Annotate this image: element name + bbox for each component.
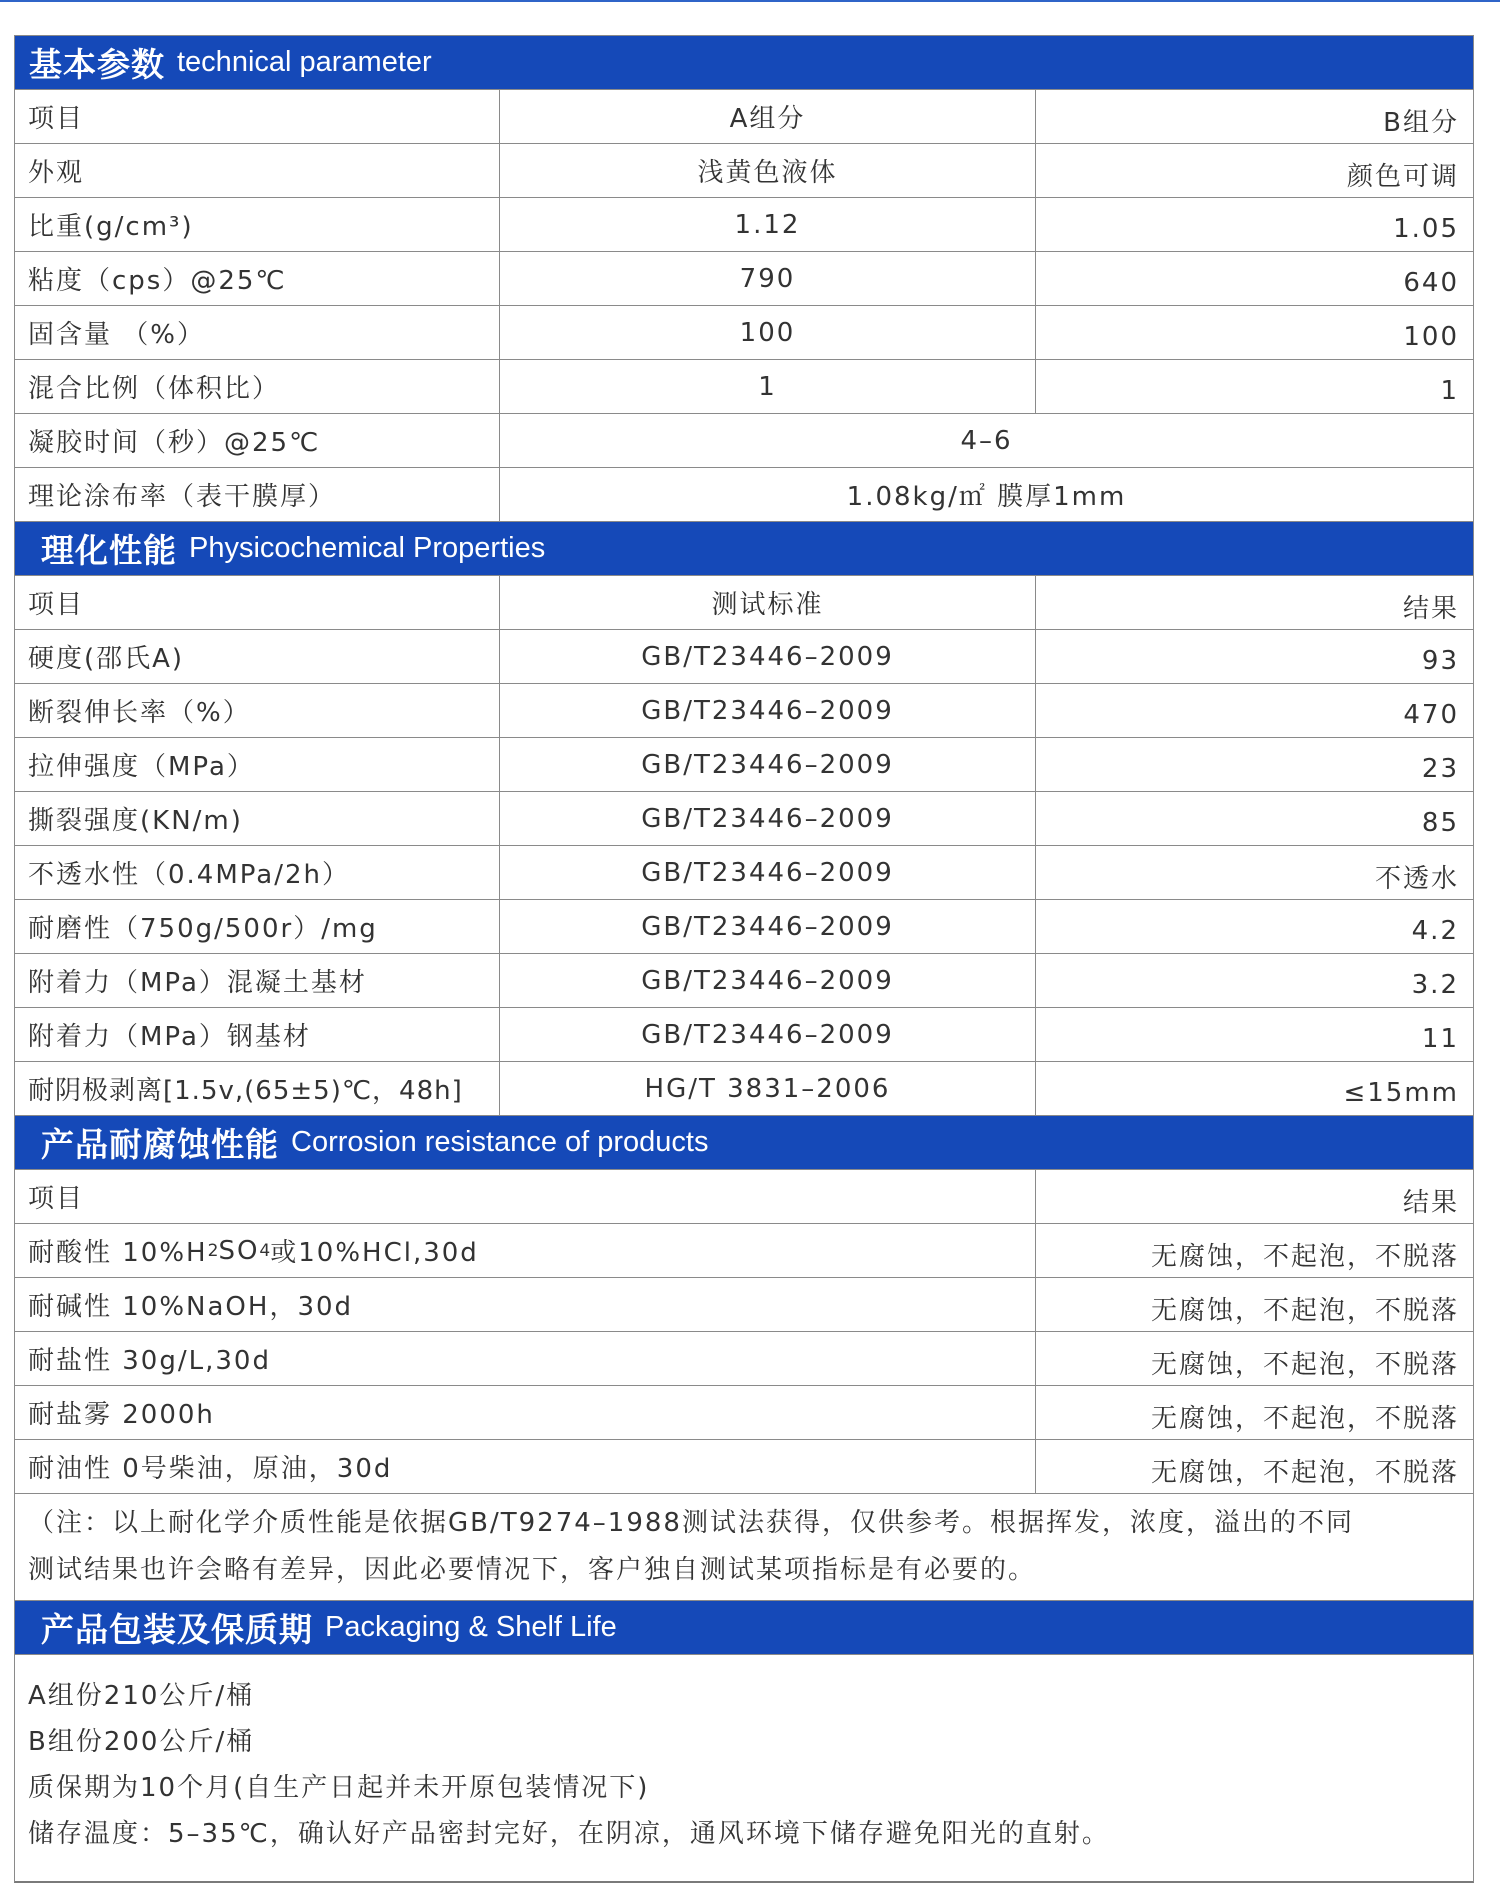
table-row [15, 684, 1473, 738]
physico-section-header [15, 522, 1473, 576]
b-value: 1 [1440, 375, 1459, 406]
physico-title-zh: 理化性能 [41, 531, 177, 570]
a-value: 1.12 [500, 198, 1036, 251]
a-value: 100 [500, 306, 1036, 359]
physico-col-result: 结果 [1402, 594, 1459, 624]
packaging-line: A组份210公斤/桶 [28, 1681, 255, 1711]
result-value: 不透水 [1374, 864, 1459, 894]
corrosion-title-zh: 产品耐腐蚀性能 [41, 1125, 279, 1164]
row-label: 粘度（cps）@25℃ [15, 252, 500, 305]
tech-col-a: A组分 [500, 90, 1036, 143]
physico-col-item: 项目 [15, 576, 500, 629]
table-row [15, 846, 1473, 900]
test-standard: GB/T23446–2009 [500, 1008, 1036, 1061]
row-label: 耐碱性 10%NaOH，30d [15, 1278, 1036, 1331]
result-value: 4.2 [1411, 915, 1459, 946]
merged-value: 1.08kg/㎡ 膜厚1mm [846, 482, 1127, 512]
result-value: 无腐蚀，不起泡，不脱落 [1150, 1404, 1459, 1434]
corrosion-col-item: 项目 [15, 1170, 1036, 1223]
physico-title-en: Physicochemical Properties [189, 532, 546, 564]
table-row [15, 252, 1473, 306]
result-value: 23 [1421, 753, 1459, 784]
row-label: 耐油性 0号柴油，原油，30d [15, 1440, 1036, 1493]
packaging-title-zh: 产品包装及保质期 [41, 1610, 313, 1649]
test-standard: GB/T23446–2009 [500, 846, 1036, 899]
result-value: 无腐蚀，不起泡，不脱落 [1150, 1296, 1459, 1326]
acid-subscript: 4 [259, 1240, 271, 1261]
table-row [15, 144, 1473, 198]
table-row [15, 1062, 1473, 1116]
result-value: ≤15mm [1343, 1077, 1459, 1108]
packaging-body [15, 1655, 1473, 1881]
row-label: 理论涂布率（表干膜厚） [15, 468, 500, 521]
table-row [15, 468, 1473, 522]
acid-label-part: 或10%HCl,30d [270, 1238, 479, 1268]
table-row [15, 792, 1473, 846]
merged-value: 4–6 [960, 425, 1013, 456]
row-label: 耐盐性 30g/L,30d [15, 1332, 1036, 1385]
result-value: 93 [1421, 645, 1459, 676]
row-label: 附着力（MPa）钢基材 [15, 1008, 500, 1061]
table-row [15, 1386, 1473, 1440]
table-row [15, 360, 1473, 414]
row-label: 耐盐雾 2000h [15, 1386, 1036, 1439]
row-label: 耐磨性（750g/500r）/mg [15, 900, 500, 953]
physico-col-standard: 测试标准 [500, 576, 1036, 629]
result-value: 无腐蚀，不起泡，不脱落 [1150, 1350, 1459, 1380]
test-standard: GB/T23446–2009 [500, 900, 1036, 953]
a-value: 1 [500, 360, 1036, 413]
result-value: 11 [1421, 1023, 1459, 1054]
table-row [15, 414, 1473, 468]
note-line: （注：以上耐化学介质性能是依据GB/T9274–1988测试法获得，仅供参考。根据挥发，浓度，溢出的不同 [28, 1508, 1354, 1538]
row-label: 凝胶时间（秒）@25℃ [15, 414, 500, 467]
row-label: 硬度(邵氏A) [15, 630, 500, 683]
table-row [15, 630, 1473, 684]
packaging-line: 质保期为10个月(自生产日起并未开原包装情况下) [28, 1773, 650, 1803]
table-row [15, 198, 1473, 252]
table-row [15, 954, 1473, 1008]
corrosion-col-result: 结果 [1402, 1188, 1459, 1218]
corrosion-note [15, 1494, 1473, 1601]
row-label: 撕裂强度(KN/m) [15, 792, 500, 845]
test-standard: GB/T23446–2009 [500, 738, 1036, 791]
test-standard: GB/T23446–2009 [500, 792, 1036, 845]
b-value: 颜色可调 [1346, 162, 1459, 192]
result-value: 470 [1403, 699, 1459, 730]
row-label: 不透水性（0.4MPa/2h） [15, 846, 500, 899]
physico-header-row [15, 576, 1473, 630]
row-label: 外观 [15, 144, 500, 197]
table-row [15, 306, 1473, 360]
test-standard: GB/T23446–2009 [500, 954, 1036, 1007]
tech-col-b: B组分 [1383, 108, 1459, 138]
table-row [15, 738, 1473, 792]
result-value: 无腐蚀，不起泡，不脱落 [1150, 1242, 1459, 1272]
test-standard: GB/T23446–2009 [500, 684, 1036, 737]
acid-resistance-label [15, 1224, 1036, 1277]
result-value: 3.2 [1411, 969, 1459, 1000]
packaging-section-header [15, 1601, 1473, 1655]
a-value: 790 [500, 252, 1036, 305]
corrosion-header-row [15, 1170, 1473, 1224]
row-label: 耐阴极剥离[1.5v,(65±5)℃，48h] [15, 1062, 500, 1115]
test-standard: HG/T 3831–2006 [500, 1062, 1036, 1115]
tech-title-zh: 基本参数 [29, 45, 165, 84]
corrosion-title-en: Corrosion resistance of products [291, 1126, 709, 1158]
b-value: 100 [1403, 321, 1459, 352]
tech-section-header [15, 36, 1473, 90]
tech-header-row [15, 90, 1473, 144]
acid-label-part: SO [218, 1235, 260, 1266]
b-value: 640 [1403, 267, 1459, 298]
row-label: 比重(g/cm³) [15, 198, 500, 251]
table-row [15, 1224, 1473, 1278]
packaging-line: B组份200公斤/桶 [28, 1727, 255, 1757]
row-label: 拉伸强度（MPa） [15, 738, 500, 791]
table-row [15, 1332, 1473, 1386]
row-label: 混合比例（体积比） [15, 360, 500, 413]
row-label: 附着力（MPa）混凝土基材 [15, 954, 500, 1007]
table-row [15, 1278, 1473, 1332]
test-standard: GB/T23446–2009 [500, 630, 1036, 683]
tech-col-item: 项目 [15, 90, 500, 143]
acid-subscript: 2 [207, 1240, 219, 1261]
table-row [15, 1008, 1473, 1062]
packaging-title-en: Packaging & Shelf Life [325, 1611, 617, 1643]
note-line: 测试结果也许会略有差异，因此必要情况下，客户独自测试某项指标是有必要的。 [28, 1555, 1037, 1585]
acid-label-part: 耐酸性 10%H [28, 1238, 208, 1268]
top-rule [0, 0, 1500, 2]
tech-title-en: technical parameter [177, 46, 432, 78]
table-row [15, 1440, 1473, 1494]
a-value: 浅黄色液体 [500, 144, 1036, 197]
table-row [15, 900, 1473, 954]
result-value: 85 [1421, 807, 1459, 838]
result-value: 无腐蚀，不起泡，不脱落 [1150, 1458, 1459, 1488]
row-label: 断裂伸长率（%） [15, 684, 500, 737]
packaging-line: 储存温度：5–35℃，确认好产品密封完好，在阴凉，通风环境下储存避免阳光的直射。 [28, 1819, 1110, 1849]
row-label: 固含量 （%） [15, 306, 500, 359]
b-value: 1.05 [1393, 213, 1459, 244]
spec-sheet [14, 35, 1474, 1883]
corrosion-section-header [15, 1116, 1473, 1170]
